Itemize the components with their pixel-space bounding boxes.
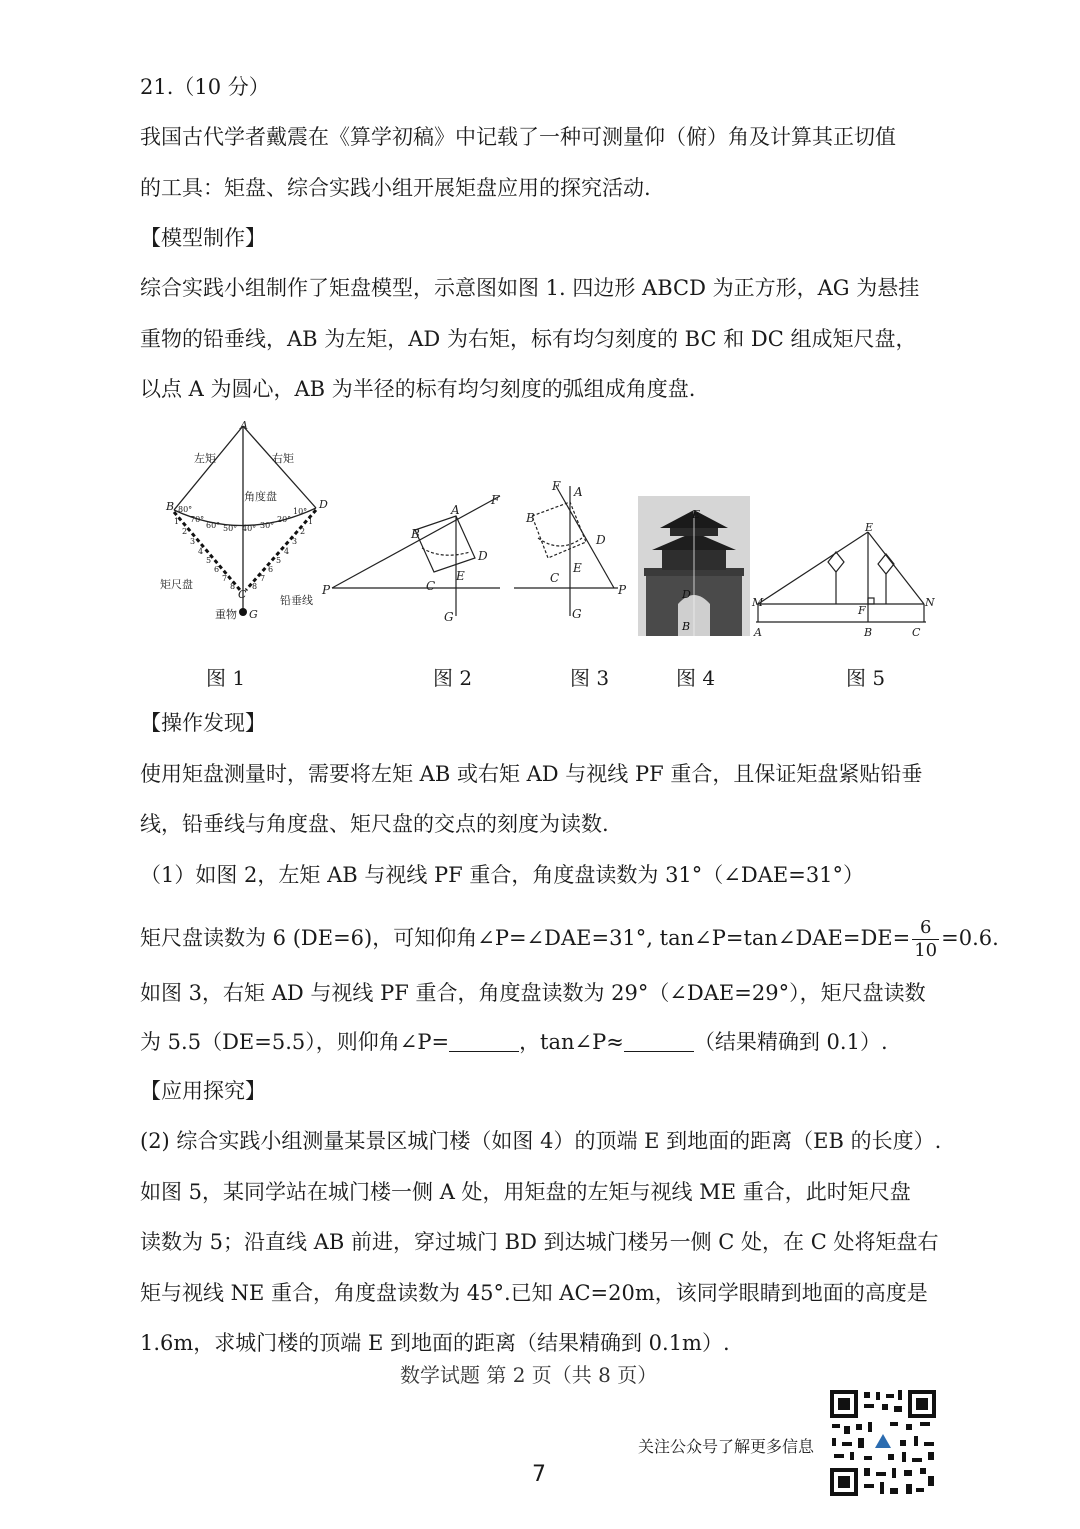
svg-text:P: P	[618, 583, 627, 597]
fig1-angle-50: 50°	[223, 524, 238, 533]
svg-text:F: F	[491, 493, 500, 507]
fig1-angle-10: 10°	[293, 507, 308, 516]
fraction-denominator: 10	[914, 940, 938, 961]
q1-line-2-end: =0.6.	[941, 926, 999, 950]
svg-text:A: A	[240, 419, 248, 432]
fig1-left-label: 左矩	[194, 452, 216, 465]
discover-line-2: 线，铅垂线与角度盘、矩尺盘的交点的刻度为读数.	[140, 812, 609, 836]
figure-4	[638, 496, 750, 636]
svg-text:6: 6	[268, 565, 274, 574]
fig1-angle-label: 角度盘	[244, 490, 277, 503]
q1-line-3: 如图 3，右矩 AD 与视线 PF 重合，角度盘读数为 29°（∠DAE=29°），矩尺盘读数	[140, 981, 926, 1005]
svg-text:B: B	[682, 620, 691, 633]
svg-text:E: E	[865, 521, 874, 534]
q1-fraction	[912, 917, 939, 962]
q1-line-4-a: 为 5.5（DE=5.5），则仰角∠P=	[140, 1030, 450, 1054]
svg-text:3: 3	[292, 537, 298, 546]
caption-fig4: 图 4	[676, 666, 716, 690]
svg-text:1: 1	[308, 517, 314, 526]
problem-heading: 21.（10 分）	[140, 75, 270, 99]
discover-line-1: 使用矩盘测量时，需要将左矩 AB 或右矩 AD 与视线 PF 重合，且保证矩盘紧贴铅垂	[140, 762, 923, 786]
svg-text:4: 4	[284, 547, 290, 556]
section-model: 【模型制作】	[140, 226, 266, 250]
fig1-plumb-label: 铅垂线	[280, 594, 313, 607]
q1-line-2	[140, 912, 999, 964]
fig1-angle-40: 40°	[242, 524, 257, 533]
fig1-angle-20: 20°	[277, 515, 292, 524]
fig1-ruler-label: 矩尺盘	[160, 578, 193, 591]
svg-text:8: 8	[252, 582, 258, 591]
svg-text:5: 5	[206, 556, 212, 565]
model-line-1: 综合实践小组制作了矩盘模型，示意图如图 1. 四边形 ABCD 为正方形，AG 为悬挂	[140, 276, 920, 300]
svg-text:B: B	[166, 500, 175, 513]
fraction-numerator: 6	[912, 917, 939, 940]
svg-text:E: E	[456, 569, 465, 583]
figure-3	[510, 472, 628, 622]
q2-line-5: 1.6m，求城门楼的顶端 E 到地面的距离（结果精确到 0.1m）.	[140, 1331, 730, 1355]
svg-text:D: D	[478, 549, 488, 563]
svg-text:A: A	[451, 503, 460, 517]
q1-line-1: （1）如图 2，左矩 AB 与视线 PF 重合，角度盘读数为 31°（∠DAE=31°）	[140, 863, 865, 887]
qr-code-icon[interactable]	[828, 1388, 938, 1498]
q2-line-1: (2) 综合实践小组测量某景区城门楼（如图 4）的顶端 E 到地面的距离（EB 的长度）.	[140, 1129, 942, 1153]
svg-text:D: D	[682, 588, 691, 601]
q2-line-3: 读数为 5；沿直线 AB 前进，穿过城门 BD 到达城门楼另一侧 C 处，在 C 处将矩盘右	[140, 1230, 939, 1254]
svg-text:4: 4	[198, 547, 204, 556]
model-line-3: 以点 A 为圆心，AB 为半径的标有均匀刻度的弧组成角度盘.	[140, 377, 696, 401]
q2-line-4: 矩与视线 NE 重合，角度盘读数为 45°.已知 AC=20m，该同学眼睛到地面的高度是	[140, 1281, 928, 1305]
q1-line-4	[140, 1027, 888, 1057]
svg-text:C: C	[426, 579, 436, 593]
fig1-angle-30: 30°	[260, 521, 275, 530]
svg-text:6: 6	[214, 565, 220, 574]
svg-text:E: E	[573, 561, 582, 575]
svg-text:2: 2	[300, 527, 306, 536]
svg-text:2: 2	[182, 527, 188, 536]
q1-line-4-b: ，tan∠P≈	[519, 1030, 624, 1054]
svg-text:C: C	[912, 626, 921, 639]
answer-blank-angle[interactable]	[449, 1031, 519, 1052]
intro-line-2: 的工具：矩盘、综合实践小组开展矩盘应用的探究活动.	[140, 176, 651, 200]
svg-text:F: F	[552, 479, 561, 493]
svg-text:G: G	[249, 608, 258, 621]
q1-line-4-c: （结果精确到 0.1）.	[693, 1030, 888, 1054]
svg-text:B: B	[526, 511, 535, 525]
q2-line-2: 如图 5，某同学站在城门楼一侧 A 处，用矩盘的左矩与视线 ME 重合，此时矩尺盘	[140, 1180, 911, 1204]
svg-text:G: G	[572, 607, 582, 621]
model-line-2: 重物的铅垂线，AB 为左矩，AD 为右矩，标有均匀刻度的 BC 和 DC 组成矩尺盘，	[140, 327, 917, 351]
svg-text:N: N	[925, 596, 935, 609]
figure-2	[322, 488, 502, 623]
section-discover: 【操作发现】	[140, 711, 266, 735]
caption-fig3: 图 3	[570, 666, 610, 690]
follow-account-text: 关注公众号了解更多信息	[638, 1437, 815, 1456]
svg-text:F: F	[858, 604, 866, 617]
caption-fig1: 图 1	[206, 666, 246, 690]
fig1-angle-80: 80°	[178, 505, 193, 514]
fig1-right-label: 右矩	[272, 452, 294, 465]
page-number: 7	[532, 1462, 546, 1487]
cut-off-page-footer: 数学试题 第 2 页（共 8 页）	[400, 1363, 658, 1387]
answer-blank-tan[interactable]	[624, 1031, 694, 1052]
caption-fig2: 图 2	[433, 666, 473, 690]
figure-1	[160, 420, 340, 625]
svg-text:B: B	[411, 527, 420, 541]
fig1-angle-70: 70°	[190, 515, 205, 524]
figure-5	[752, 521, 935, 640]
svg-text:7: 7	[260, 574, 266, 583]
svg-text:5: 5	[276, 556, 282, 565]
fig1-angle-60: 60°	[206, 521, 221, 530]
fig1-weight-label: 重物	[215, 608, 237, 621]
svg-text:C: C	[550, 571, 560, 585]
svg-text:M: M	[752, 596, 764, 609]
svg-text:E: E	[692, 508, 701, 521]
section-apply: 【应用探究】	[140, 1079, 266, 1103]
svg-text:D: D	[319, 498, 328, 511]
intro-line-1: 我国古代学者戴震在《算学初稿》中记载了一种可测量仰（俯）角及计算其正切值	[140, 125, 896, 149]
svg-text:A: A	[754, 626, 762, 639]
caption-fig5: 图 5	[846, 666, 886, 690]
svg-text:7: 7	[222, 574, 228, 583]
svg-text:P: P	[322, 583, 331, 597]
svg-text:B: B	[864, 626, 873, 639]
svg-text:3: 3	[190, 537, 196, 546]
svg-text:A: A	[574, 485, 583, 499]
svg-text:1: 1	[174, 517, 180, 526]
svg-text:G: G	[444, 610, 454, 624]
svg-text:C: C	[238, 588, 247, 601]
q1-line-2-text: 矩尺盘读数为 6 (DE=6)，可知仰角∠P=∠DAE=31°, tan∠P=tan∠DAE=DE=	[140, 926, 911, 950]
svg-text:8: 8	[230, 582, 236, 591]
svg-text:D: D	[596, 533, 606, 547]
